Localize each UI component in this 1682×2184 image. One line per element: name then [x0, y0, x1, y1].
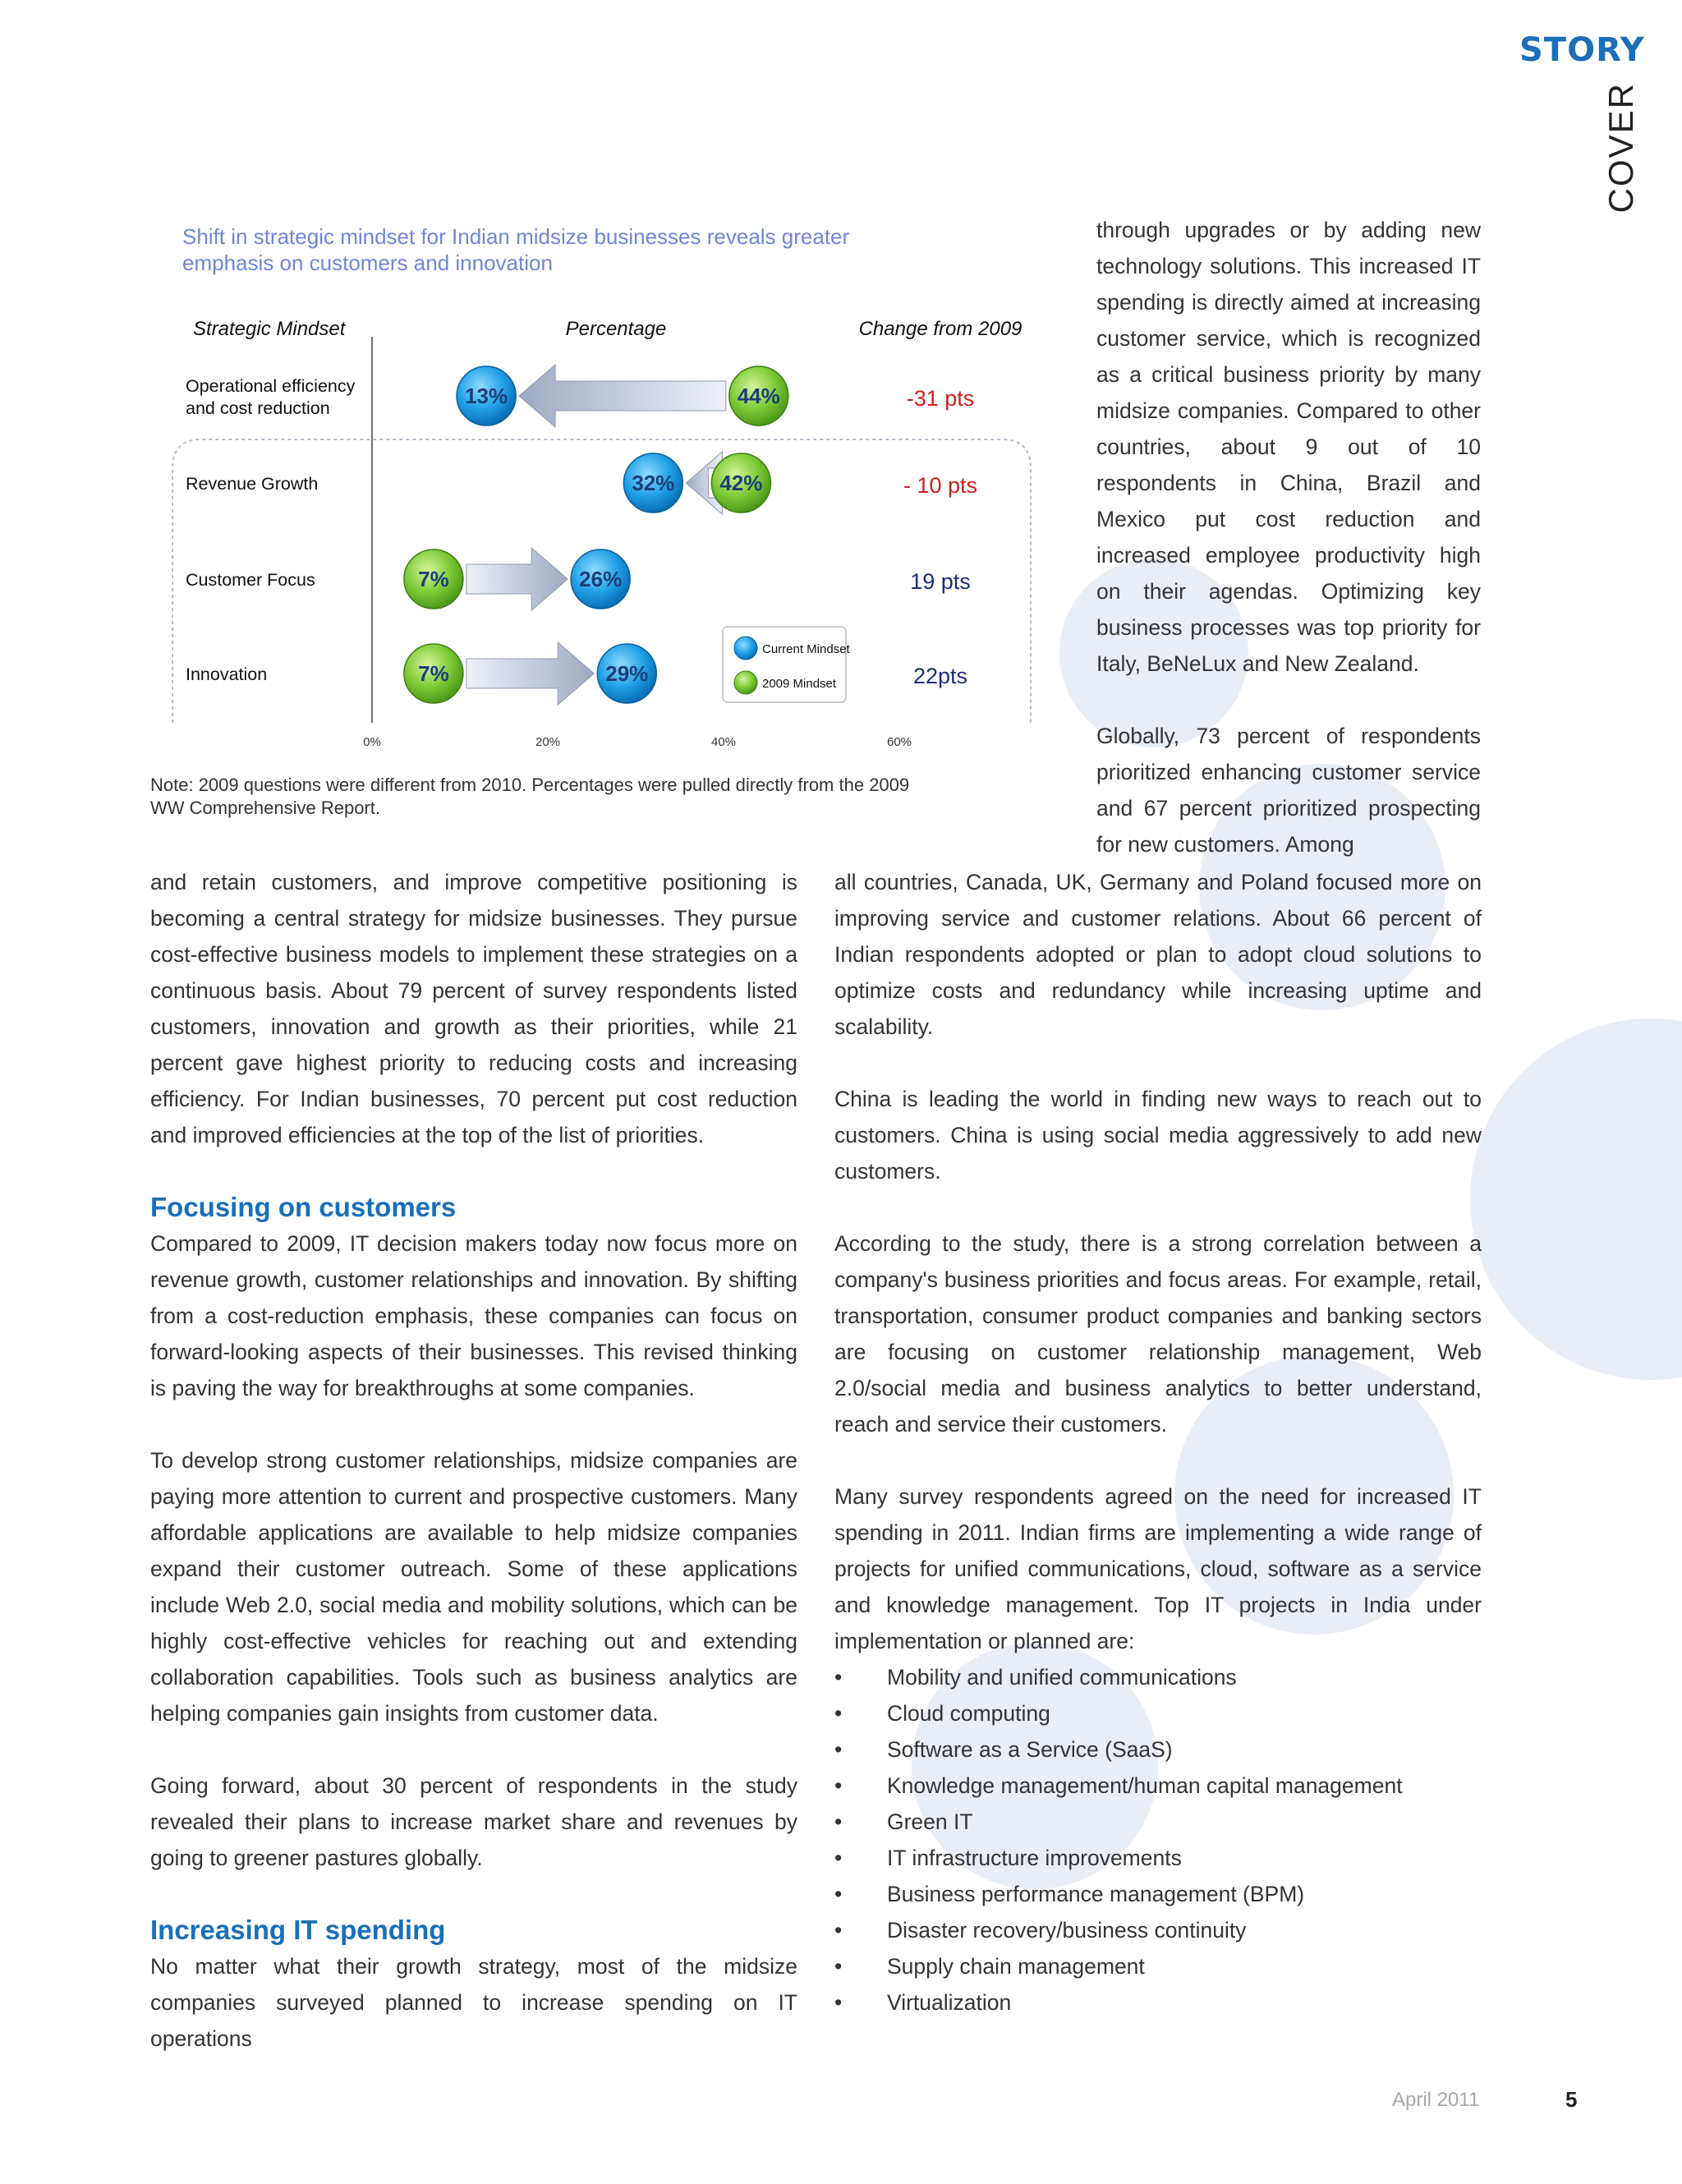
paragraph: According to the study, there is a strong correlation between a company's business priorities and focus areas. For example, retail, transportation, consumer product companies and banking sectors are focusing on customer relationship management, Web 2.0/social media and business analytics to better understand, reach and service their customers.	[834, 1231, 1482, 1437]
column-header: Strategic Mindset	[193, 318, 346, 340]
legend-current-label: Current Mindset	[762, 642, 850, 656]
figure-note: Note: 2009 questions were different from 2010. Percentages were pulled directly from the 2009 WW Comprehensive Report.	[150, 775, 910, 818]
bubble-current-label: 13%	[465, 384, 508, 408]
paragraph: through upgrades or by adding new technology solutions. This increased IT spending is directly aimed at increasing customer service, which is recognized as a critical business priority by many midsize companies. Compared to other countries, about 9 out of 10 respondents in China, Brazil and Mexico put cost reduction and increased employee productivity high on their agendas. Optimizing key business processes was top priority for Italy, BeNeLux and New Zealand.	[1096, 218, 1481, 676]
mindset-chart	[148, 304, 1051, 756]
paragraph: Globally, 73 percent of respondents prioritized enhancing customer service and 67 percent prioritized prospecting for new customers. Among	[1096, 724, 1481, 857]
change-label: - 10 pts	[903, 473, 978, 498]
bubble-2009-label: 7%	[418, 661, 449, 686]
right-column	[834, 864, 1482, 2021]
bubble-2009-label: 44%	[737, 384, 780, 408]
x-tick-label: 60%	[886, 735, 912, 749]
section-heading: Increasing IT spending	[150, 1915, 446, 1945]
paragraph: China is leading the world in finding new ways to reach out to customers. China is using social media aggressively to add new customers.	[834, 1087, 1482, 1184]
list-item: • Cloud computing	[834, 1695, 1482, 1731]
decorative-circle	[1470, 1018, 1682, 1380]
section-heading: Focusing on customers	[150, 1192, 457, 1222]
change-arrow	[466, 642, 594, 705]
change-label: -31 pts	[906, 386, 975, 411]
change-arrow	[466, 548, 568, 610]
x-tick-label: 20%	[535, 735, 561, 749]
bubble-2009-label: 7%	[418, 567, 449, 591]
it-projects-list	[834, 1659, 1482, 2021]
section-side-label: COVER	[1602, 82, 1640, 214]
category-label: and cost reduction	[186, 398, 330, 418]
change-label: 22pts	[912, 664, 968, 688]
list-item: • Disaster recovery/business continuity	[834, 1912, 1482, 1948]
right-column-top	[1096, 212, 1481, 862]
paragraph: Compared to 2009, IT decision makers today now focus more on revenue growth, customer relationships and innovation. By shifting from a cost-reduction emphasis, these companies can focus on forward-looking aspects of their businesses. This revised thinking is paving the way for breakthroughs at some companies.	[150, 1231, 797, 1400]
change-arrow	[519, 365, 726, 427]
page-number: 5	[1565, 2087, 1578, 2112]
category-label: Revenue Growth	[186, 474, 319, 494]
category-label: Innovation	[186, 664, 268, 684]
bubble-2009-label: 42%	[719, 471, 763, 495]
x-tick-label: 40%	[710, 735, 737, 749]
list-item: • Green IT	[834, 1804, 1482, 1840]
list-item: • Mobility and unified communications	[834, 1659, 1482, 1695]
category-label: Customer Focus	[186, 570, 315, 590]
column-header: Change from 2009	[858, 318, 1023, 340]
category-label: Operational efficiency	[186, 376, 356, 396]
paragraph: and retain customers, and improve competitive positioning is becoming a central strategy for midsize businesses. They pursue cost-effective business models to implement these strategies on a continuous basis. About 79 percent of survey respondents listed customers, innovation and growth as their priorities, while 21 percent gave highest priority to reducing costs and increasing efficiency. For Indian businesses, 70 percent put cost reduction and improved efficiencies at the top of the list of priorities.	[150, 870, 797, 1147]
paragraph: Going forward, about 30 percent of respondents in the study revealed their plans to increase market share and revenues by going to greener pastures globally.	[150, 1773, 797, 1870]
bubble-current-label: 26%	[579, 567, 623, 591]
list-item: • Business performance management (BPM)	[834, 1876, 1482, 1912]
bubble-current-label: 32%	[632, 471, 675, 495]
paragraph: Many survey respondents agreed on the need for increased IT spending in 2011. Indian firms are implementing a wide range of projects for unified communications, cloud, software as a service and knowledge management. Top IT projects in India under implementation or planned are:	[834, 1484, 1482, 1653]
section-label: STORY	[1519, 31, 1645, 69]
paragraph: To develop strong customer relationships, midsize companies are paying more attention to current and prospective customers. Many affordable applications are available to help midsize companies expand their customer outreach. Some of these applications include Web 2.0, social media and mobility solutions, which can be highly cost-effective vehicles for reaching out and extending collaboration capabilities. Tools such as business analytics are helping companies gain insights from customer data.	[150, 1448, 797, 1726]
paragraph: No matter what their growth strategy, most of the midsize companies surveyed planned to increase spending on IT operations	[150, 1954, 797, 2051]
list-item: • Supply chain management	[834, 1948, 1482, 1984]
column-header: Percentage	[565, 318, 667, 340]
list-item: • IT infrastructure improvements	[834, 1840, 1482, 1876]
list-item: • Software as a Service (SaaS)	[834, 1731, 1482, 1768]
legend-2009-label: 2009 Mindset	[762, 677, 837, 691]
x-tick-label: 0%	[363, 735, 381, 749]
legend-current-swatch	[734, 637, 757, 660]
change-label: 19 pts	[910, 569, 971, 594]
figure-title: Shift in strategic mindset for Indian midsize businesses reveals greater emphasis on customers and innovation	[182, 224, 850, 275]
left-column	[150, 864, 797, 2057]
list-item: • Virtualization	[834, 1984, 1482, 2021]
bubble-current-label: 29%	[605, 661, 649, 686]
legend-2009-swatch	[734, 671, 757, 694]
footer-date: April 2011	[1392, 2089, 1480, 2111]
list-item: • Knowledge management/human capital management	[834, 1768, 1482, 1804]
paragraph: all countries, Canada, UK, Germany and Poland focused more on improving service and customer relations. About 66 percent of Indian respondents adopted or plan to adopt cloud solutions to optimize costs and redundancy while increasing uptime and scalability.	[834, 870, 1482, 1039]
